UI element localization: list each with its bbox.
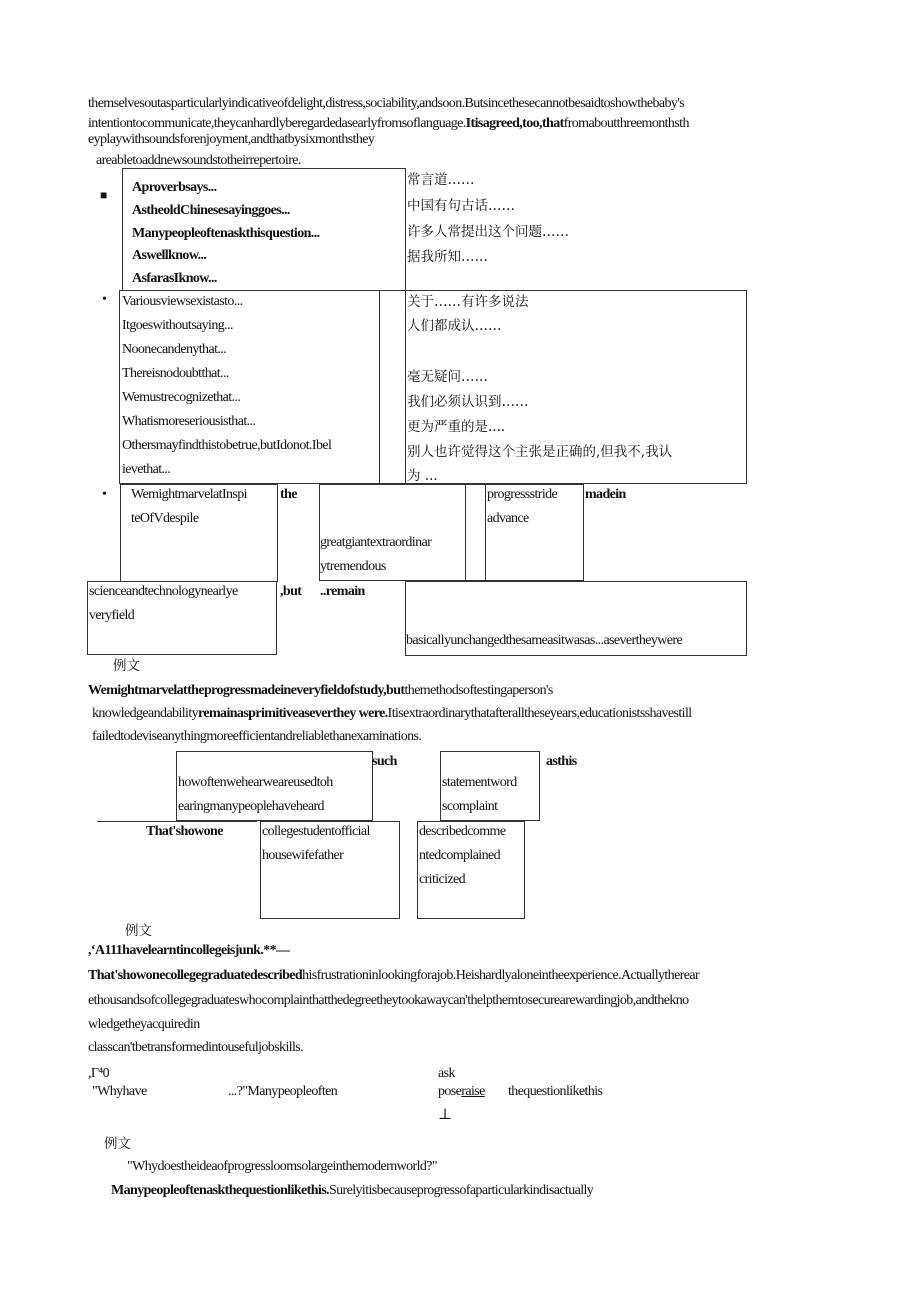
example1-line-3: failedtodeviseanythingmoreefficientandreliablethanexaminations. bbox=[92, 729, 422, 744]
phrase-en: AsfarasIknow... bbox=[132, 271, 217, 286]
question-end: ...?"Manypeopleoften bbox=[228, 1084, 338, 1099]
phrase-zh: 关于……有许多说法 bbox=[407, 294, 529, 310]
phrase-zh: 更为严重的是.... bbox=[407, 419, 506, 435]
rule-line bbox=[97, 821, 257, 822]
column-divider bbox=[405, 290, 406, 484]
phrase-zh: 常言道…… bbox=[407, 172, 475, 188]
who-options: collegestudentofficial bbox=[262, 824, 370, 839]
tee-mark: ⊥ bbox=[438, 1107, 452, 1123]
statement-options: scomplaint bbox=[442, 799, 498, 814]
phrase-zh: 我们必须认识到…… bbox=[407, 394, 529, 410]
example3-line-1 bbox=[111, 1183, 593, 1199]
word-asthis: asthis bbox=[546, 754, 577, 769]
verb-ask: ask bbox=[438, 1066, 455, 1081]
phrase-zh: 据我所知…… bbox=[407, 249, 488, 265]
adjective-options: ytremendous bbox=[320, 559, 386, 574]
question-start: "Whyhave bbox=[92, 1084, 147, 1099]
noun-options: advance bbox=[487, 511, 529, 526]
phrase-en: ievethat... bbox=[122, 462, 171, 477]
intro-bold-phrase: Itisagreed,too,that bbox=[465, 116, 564, 131]
who-options: housewifefather bbox=[262, 848, 344, 863]
phrase-zh: 中国有句古话…… bbox=[407, 198, 515, 214]
intro-text: intentiontocommunicate,theycanhardlyberegardedasearlyfromsoflanguage. bbox=[88, 116, 466, 131]
narrow-cell bbox=[465, 484, 486, 581]
phrase-zh: 许多人常提出这个问题…… bbox=[407, 224, 569, 240]
subject-phrase: WemightmarvelatInspi bbox=[131, 487, 247, 502]
phrase-zh: 毫无疑问…… bbox=[407, 369, 488, 385]
adjective-options: greatgiantextraordinar bbox=[320, 535, 432, 550]
plain-text: hisfrustrationinlookingforajob.Heishardlyaloneintheexperience.Actuallytherear bbox=[302, 968, 700, 983]
phrase-zh: 人们都成认…… bbox=[407, 318, 502, 334]
phrase-en: Aproverbsays... bbox=[132, 180, 217, 195]
plain-text: Itisextraordinarythatafteralltheseyears,educationistsshavestill bbox=[387, 706, 692, 721]
word-the: the bbox=[280, 487, 297, 502]
intro-line-3: eyplaywithsoundsforenjoyment,andthatbysixmonthsthey bbox=[88, 132, 375, 147]
verb-options: ntedcomplained bbox=[419, 848, 501, 863]
phrase-zh: 别人也许觉得这个主张是正确的,但我不,我认 bbox=[407, 444, 673, 460]
example-label: 例文 bbox=[104, 1136, 131, 1152]
bullet-dot: • bbox=[102, 292, 107, 307]
phrase-en: Othersmayfindthistobetrue,butIdonot.Ibel bbox=[122, 438, 332, 453]
bold-phrase: remainasprimitiveaseverthey were. bbox=[198, 706, 388, 721]
example2-line-4: classcan'tbetransformedintousefuljobskills. bbox=[88, 1040, 304, 1055]
noun-options: progressstride bbox=[487, 487, 558, 502]
phrase-en: Whatismoreseriousisthat... bbox=[122, 414, 256, 429]
bold-phrase: Wemightmarvelattheprogressmadeineveryfieldofstudy,but bbox=[88, 683, 405, 698]
word-thats: That'showone bbox=[146, 824, 223, 839]
example2-quote: ,‘A111havelearntincollegeisjunk.**— bbox=[88, 943, 290, 958]
verb-options bbox=[438, 1084, 485, 1100]
complement-options: basicallyunchangedthesameasitwasas...asevertheywere bbox=[406, 633, 683, 648]
example2-line-3: wledgetheyacquiredin bbox=[88, 1017, 200, 1032]
subject-phrase: teOfVdespile bbox=[131, 511, 199, 526]
verb-options: criticized bbox=[419, 872, 466, 887]
word-such: such bbox=[372, 754, 397, 769]
phrase-en: Noonecandenythat... bbox=[122, 342, 227, 357]
bold-phrase: That'showonecollegegraduatedescribed bbox=[88, 968, 303, 983]
phrase-en: AstheoldChinesesayinggoes... bbox=[132, 203, 290, 218]
example-label: 例文 bbox=[113, 658, 140, 674]
field-options: veryfield bbox=[89, 608, 135, 623]
plain-text: knowledgeandability bbox=[92, 706, 199, 721]
verb-options: describedcomme bbox=[419, 824, 506, 839]
example-label: 例文 bbox=[125, 923, 152, 939]
field-options: scienceandtechnologynearlye bbox=[89, 584, 238, 599]
verb-raise: raise bbox=[461, 1084, 485, 1099]
verb-pose: pose bbox=[438, 1084, 462, 1099]
example3-quote: "Whydoestheideaofprogressloomsolargeinthemodernworld?" bbox=[127, 1159, 438, 1174]
intro-line-4: areabletoaddnewsoundstotheirrepertoire. bbox=[96, 153, 301, 168]
pattern-mark: ,Γ⁴0 bbox=[88, 1066, 110, 1081]
phrase-en: Manypeopleoftenaskthisquestion... bbox=[132, 226, 320, 241]
phrase-en: Variousviewsexistasto... bbox=[122, 294, 243, 309]
statement-options: statementword bbox=[442, 775, 517, 790]
question-object: thequestionlikethis bbox=[508, 1084, 603, 1099]
intro-line-2 bbox=[88, 116, 689, 132]
phrase-en: Wemustrecognizethat... bbox=[122, 390, 241, 405]
word-but: ,but bbox=[280, 584, 302, 599]
phrase-en: Aswellknow... bbox=[132, 248, 207, 263]
column-divider bbox=[379, 290, 380, 484]
bullet-square: ■ bbox=[100, 188, 107, 202]
phrase-zh: 为 ... bbox=[407, 468, 438, 484]
intro-text: fromaboutthreemonthsth bbox=[563, 116, 689, 131]
example1-line-1 bbox=[88, 683, 553, 699]
example1-line-2 bbox=[92, 706, 692, 722]
word-madein: madein bbox=[585, 487, 626, 502]
plain-text: themethodsoftestingaperson's bbox=[404, 683, 553, 698]
example2-line-2: ethousandsofcollegegraduateswhocomplainthatthedegreetheytookawaycan'thelpthemtosecurearewardingjob,andthekno bbox=[88, 993, 689, 1008]
phrase-en: Thereisnodoubtthat... bbox=[122, 366, 229, 381]
bullet-dot: • bbox=[102, 487, 107, 502]
phrase-en: Itgoeswithoutsaying... bbox=[122, 318, 233, 333]
intro-line-1: themselvesoutasparticularlyindicativeofdelight,distress,sociability,andsoon.Butsincethesecannotbesaidtoshowthebaby's bbox=[88, 96, 685, 111]
example2-line-1 bbox=[88, 968, 699, 984]
plain-text: Surelyitisbecauseprogressofaparticularkindisactually bbox=[328, 1183, 594, 1198]
bold-phrase: Manypeopleoftenaskthequestionlikethis. bbox=[111, 1183, 329, 1198]
phrase-options: earingmanypeoplehaveheard bbox=[178, 799, 324, 814]
phrase-options: howoftenwehearweareusedtoh bbox=[178, 775, 333, 790]
word-remain: ..remain bbox=[320, 584, 365, 599]
